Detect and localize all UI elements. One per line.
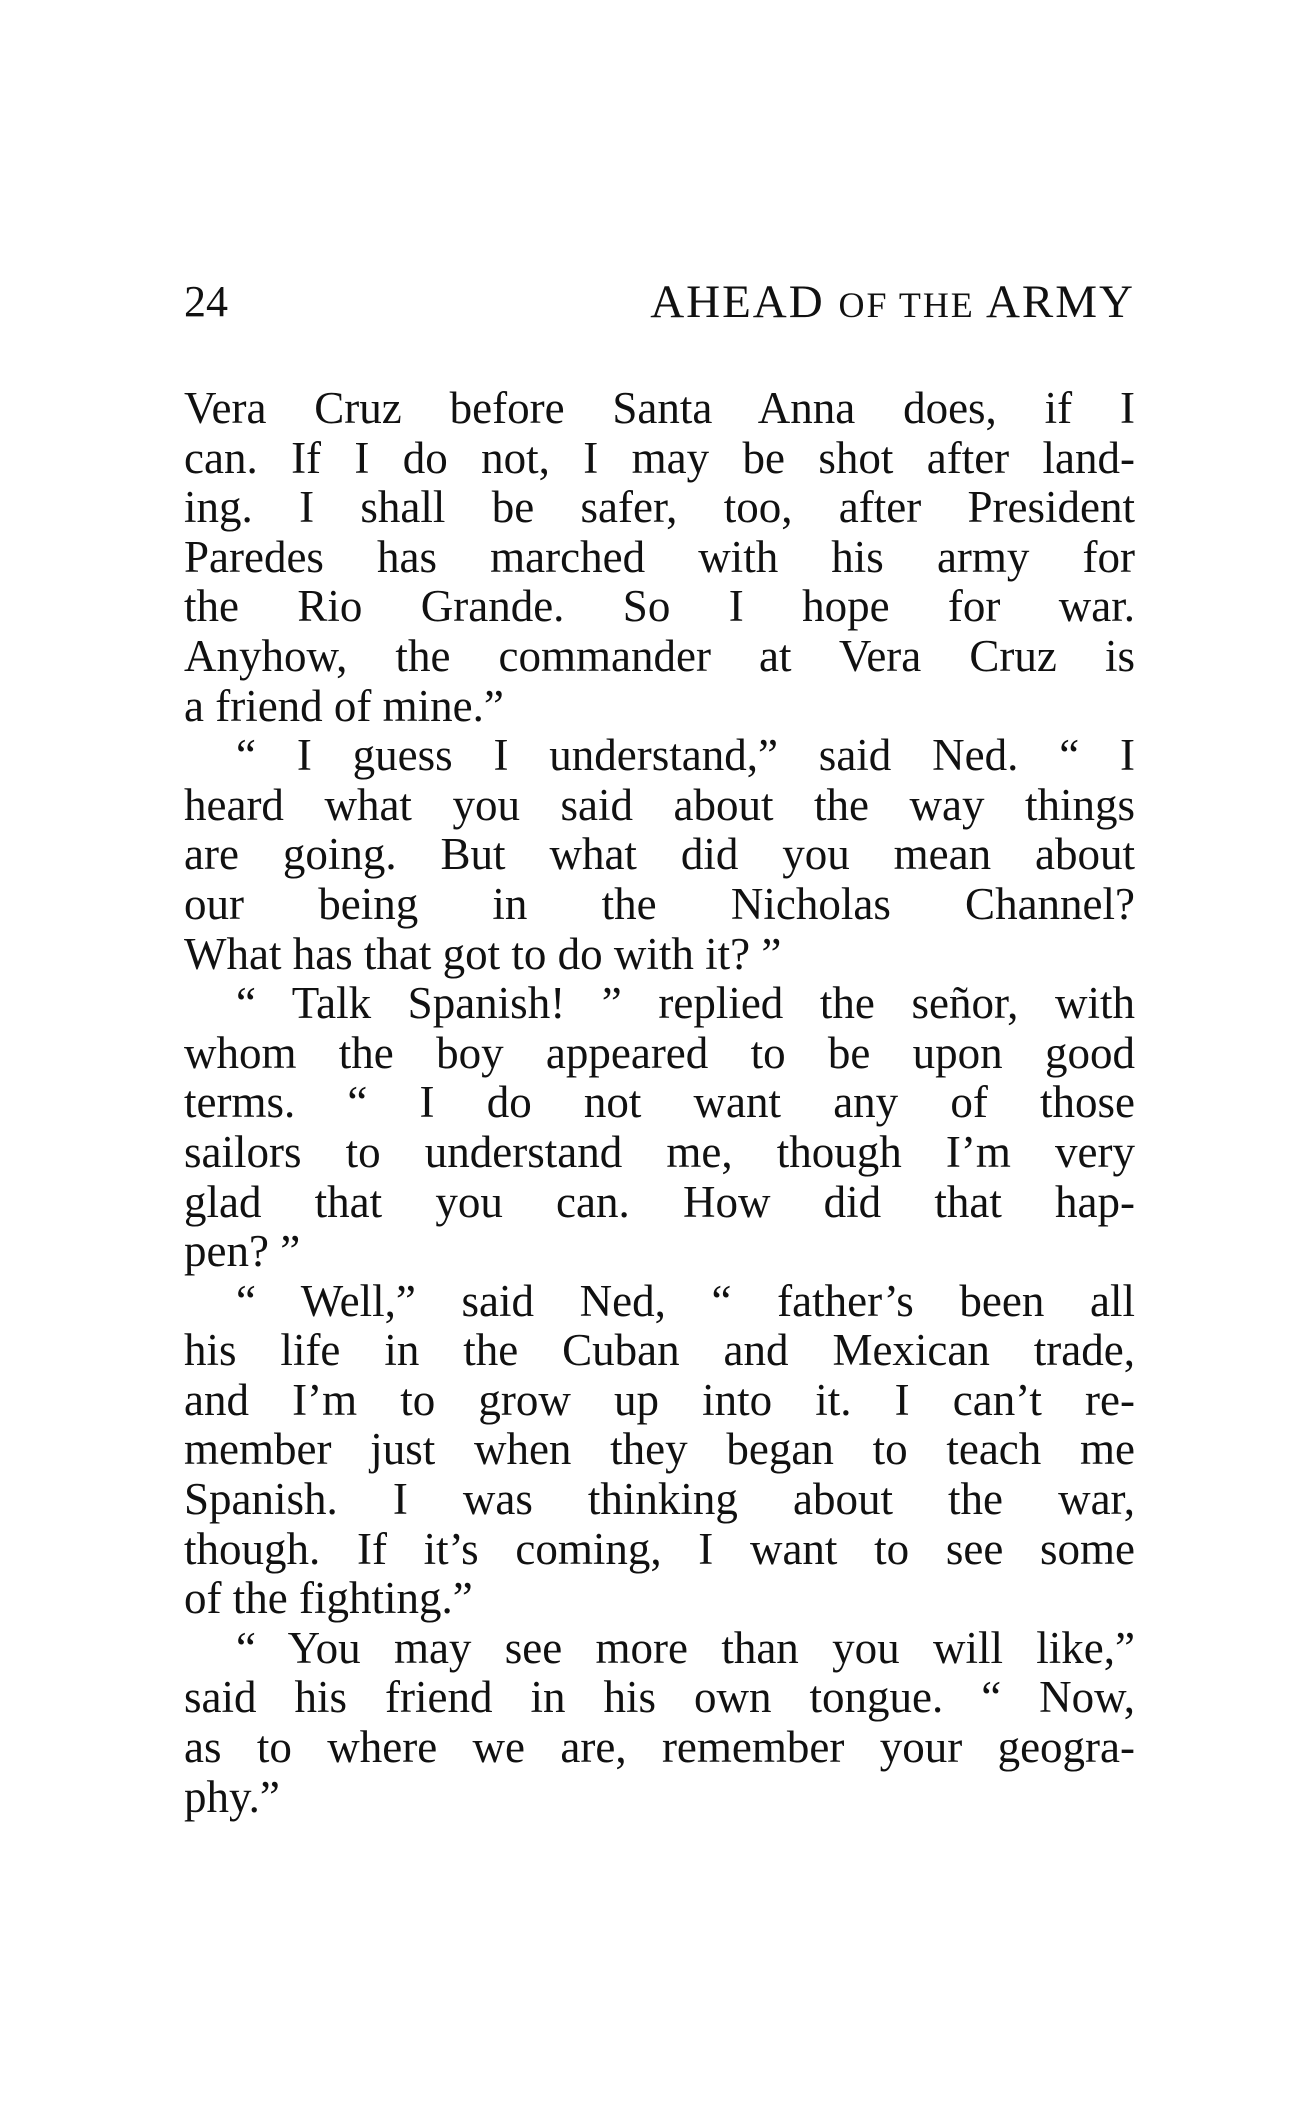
text-line: “ You may see more than you will like,” bbox=[236, 1622, 1135, 1673]
text-line: can. If I do not, I may be shot after land- bbox=[184, 432, 1135, 483]
text-line: What has that got to do with it? ” bbox=[184, 928, 782, 979]
text-line: pen? ” bbox=[184, 1226, 301, 1277]
text-line: and I’m to grow up into it. I can’t re- bbox=[184, 1374, 1135, 1425]
running-title-part-2: OF THE bbox=[838, 285, 975, 325]
body-text bbox=[184, 384, 1135, 1822]
text-line: the Rio Grande. So I hope for war. bbox=[184, 581, 1135, 632]
text-line: Paredes has marched with his army for bbox=[184, 531, 1135, 582]
text-line: glad that you can. How did that hap- bbox=[184, 1176, 1135, 1227]
running-title-part-1: AHEAD bbox=[650, 276, 839, 328]
text-line: heard what you said about the way things bbox=[184, 779, 1135, 830]
text-line: though. If it’s coming, I want to see some bbox=[184, 1523, 1135, 1574]
text-line: Spanish. I was thinking about the war, bbox=[184, 1474, 1135, 1525]
text-line: said his friend in his own tongue. “ Now, bbox=[184, 1672, 1135, 1723]
text-line: are going. But what did you mean about bbox=[184, 829, 1135, 880]
text-line: “ I guess I understand,” said Ned. “ I bbox=[236, 730, 1135, 781]
text-line: “ Well,” said Ned, “ father’s been all bbox=[236, 1275, 1135, 1326]
text-line: phy.” bbox=[184, 1771, 280, 1822]
text-line: of the fighting.” bbox=[184, 1573, 473, 1624]
text-line: Vera Cruz before Santa Anna does, if I bbox=[184, 383, 1135, 433]
text-line: terms. “ I do not want any of those bbox=[184, 1077, 1135, 1128]
text-line: as to where we are, remember your geogra- bbox=[184, 1722, 1135, 1773]
page-number: 24 bbox=[184, 277, 228, 326]
text-line: sailors to understand me, though I’m very bbox=[184, 1126, 1135, 1177]
text-line: his life in the Cuban and Mexican trade, bbox=[184, 1325, 1135, 1376]
running-title-part-3: ARMY bbox=[974, 276, 1135, 328]
text-line: whom the boy appeared to be upon good bbox=[184, 1027, 1135, 1078]
text-line: ing. I shall be safer, too, after President bbox=[184, 482, 1135, 533]
text-line: Anyhow, the commander at Vera Cruz is bbox=[184, 630, 1135, 681]
text-line: “ Talk Spanish! ” replied the señor, with bbox=[236, 978, 1135, 1029]
text-line: member just when they began to teach me bbox=[184, 1424, 1135, 1475]
text-line: a friend of mine.” bbox=[184, 680, 504, 731]
text-line: our being in the Nicholas Channel? bbox=[184, 878, 1135, 929]
running-title bbox=[184, 272, 1135, 335]
running-head bbox=[184, 272, 1135, 332]
